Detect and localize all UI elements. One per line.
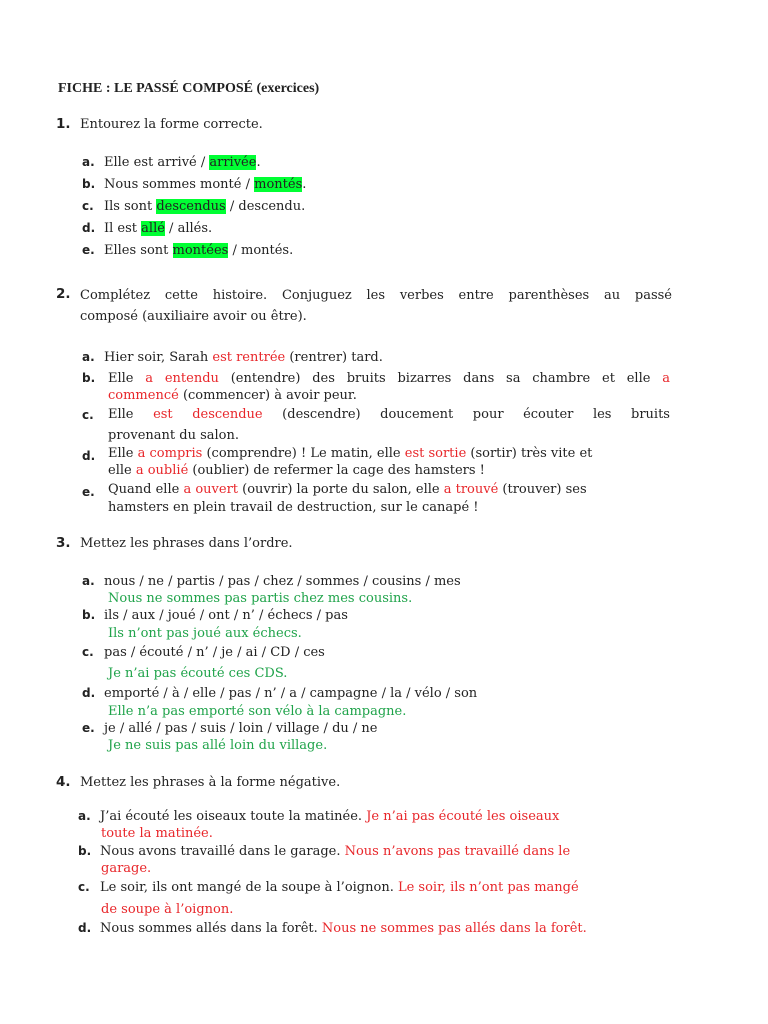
exercise-2-item-a [82,350,383,365]
highlighted-answer: descendus [156,199,226,214]
exercise-2-item-e-letter [82,485,104,500]
exercise-2-item-c-letter [82,408,104,423]
exercise-3-answer-e: Je ne suis pas allé loin du village. [108,738,328,753]
item-letter: b. [82,608,96,622]
item-text: Nous avons travaillé dans le garage. [100,844,345,859]
exercise-2-instruction [80,285,672,327]
item-text: (ouvrir) la porte du salon, elle [238,482,444,497]
exercise-3-item-e [82,721,377,736]
red-answer: est sortie [404,446,467,461]
exercise-1-item-b [82,177,306,192]
red-answer: a entendu [145,371,219,386]
item-letter: b. [78,844,92,858]
item-e-line-2: hamsters en plein travail de destruction, sur le canapé ! [108,500,479,515]
item-letter: b. [82,371,96,385]
item-letter: e. [82,485,95,499]
exercise-4-number: 4. [56,774,71,790]
red-answer: est rentrée [212,350,286,365]
red-answer: a trouvé [443,482,499,497]
exercise-1-number: 1. [56,116,71,132]
exercise-1-item-a [82,155,261,170]
red-answer: a oublié [135,463,189,478]
item-text: Elles sont [104,243,173,258]
item-text: (commencer) à avoir peur. [178,388,357,403]
exercise-2-item-d-letter [82,449,104,464]
exercise-2-item-b [108,368,670,406]
exercise-3-answer-c: Je n’ai pas écouté ces CDS. [108,666,288,681]
item-text-end: / descendu. [225,199,306,214]
item-text-end: / montés. [228,243,294,258]
exercise-3-instruction: Mettez les phrases dans l’ordre. [80,536,293,551]
item-text: (rentrer) tard. [285,350,383,365]
item-c-line-1 [108,404,670,425]
item-text: Quand elle [108,482,184,497]
item-text: (oublier) de refermer la cage des hamsters ! [188,463,485,478]
exercise-1-item-d [82,221,212,236]
exercise-4-item-a [78,809,559,824]
exercise-3-answer-d: Elle n’a pas emporté son vélo à la campagne. [108,704,407,719]
exercise-3-answer-b: Ils n’ont pas joué aux échecs. [108,626,302,641]
scrambled-words: je / allé / pas / suis / loin / village / du / ne [104,721,378,736]
item-d-line-2 [108,462,670,479]
item-letter: d. [82,686,96,700]
item-letter: c. [82,408,94,422]
item-text: Le soir, ils ont mangé de la soupe à l’oignon. [100,880,398,895]
item-text: Elle [108,446,138,461]
item-letter: a. [78,809,91,823]
item-letter: a. [82,574,95,588]
exercise-2-number-wrap [56,286,80,302]
exercise-4-item-c [78,880,579,895]
red-answer: Le soir, ils n’ont pas mangé [397,880,579,895]
item-text: (comprendre) ! Le matin, elle [202,446,405,461]
item-letter: a. [82,155,95,169]
item-letter: c. [82,645,94,659]
exercise-4-answer-a-cont: toute la matinée. [101,826,213,841]
exercise-2-item-c [108,404,670,446]
scrambled-words: nous / ne / partis / pas / chez / sommes / cousins / mes [104,574,461,589]
exercise-2-instruction-line-1: Complétez cette histoire. Conjuguez les verbes entre parenthèses au passé [80,288,672,303]
item-text: Hier soir, Sarah [104,350,213,365]
item-text: Elle [108,371,146,386]
red-answer: Je n’ai pas écouté les oiseaux [366,809,560,824]
item-text: Nous sommes allés dans la forêt. [100,921,322,936]
red-answer: a compris [137,446,203,461]
page-title: FICHE : LE PASSÉ COMPOSÉ (exercices) [58,81,320,96]
exercise-4-heading [56,774,340,790]
item-text: Ils sont [104,199,157,214]
item-c-line-2: provenant du salon. [108,428,239,443]
scrambled-words: pas / écouté / n’ / je / ai / CD / ces [104,645,325,660]
highlighted-answer: allé [141,221,165,236]
item-text: (sortir) très vite et [466,446,593,461]
exercise-3-item-a [82,574,461,589]
exercise-1-instruction: Entourez la forme correcte. [80,117,263,132]
exercise-1-item-c [82,199,305,214]
highlighted-answer: montées [172,243,229,258]
exercise-4-item-d [78,921,587,936]
exercise-3-item-d [82,686,477,701]
exercise-4-answer-c-cont: de soupe à l’oignon. [101,902,234,917]
highlighted-answer: montés [254,177,303,192]
item-text-end: / allés. [164,221,213,236]
exercise-4-answer-b-cont: garage. [101,861,152,876]
item-letter: b. [82,177,96,191]
item-text: J’ai écouté les oiseaux toute la matinée. [100,809,367,824]
scrambled-words: emporté / à / elle / pas / n’ / a / campagne / la / vélo / son [104,686,478,701]
exercise-1-item-e [82,243,293,258]
exercise-2-instruction-line-2: composé (auxiliaire avoir ou être). [80,309,307,324]
exercise-3-item-b [82,608,348,623]
item-letter: d. [82,449,96,463]
item-text: Elle [108,407,154,422]
exercise-3-answer-a: Nous ne sommes pas partis chez mes cousins. [108,591,413,606]
item-letter: d. [78,921,92,935]
item-text-end: . [302,177,307,192]
exercise-4-instruction: Mettez les phrases à la forme négative. [80,775,341,790]
item-letter: a. [82,350,95,364]
red-answer: Nous n’avons pas travaillé dans le [344,844,571,859]
red-answer: a [662,371,670,386]
red-answer: a ouvert [183,482,239,497]
exercise-2-number: 2. [56,286,71,302]
item-text: Nous sommes monté / [104,177,255,192]
item-e-line-1 [108,481,670,499]
item-letter: c. [82,199,94,213]
item-letter: c. [78,880,90,894]
exercise-2-item-b-letter [82,371,104,386]
red-answer: commencé [108,388,179,403]
item-text-end: . [256,155,261,170]
item-text: elle [108,463,136,478]
exercise-3-heading [56,535,293,551]
item-text: Il est [104,221,142,236]
item-text: (trouver) ses [498,482,587,497]
item-letter: e. [82,243,95,257]
item-text: Elle est arrivé / [104,155,210,170]
exercise-2-item-d [108,445,670,479]
exercise-3-item-c [82,645,325,660]
exercise-2-item-e [108,481,670,517]
exercise-3-number: 3. [56,535,71,551]
red-answer: est descendue [153,407,263,422]
item-letter: e. [82,721,95,735]
item-letter: d. [82,221,96,235]
item-text: (entendre) des bruits bizarres dans sa chambre et elle [218,371,663,386]
item-text: (descendre) doucement pour écouter les bruits [262,407,670,422]
scrambled-words: ils / aux / joué / ont / n’ / échecs / pas [104,608,348,623]
exercise-4-item-b [78,844,570,859]
highlighted-answer: arrivée [209,155,257,170]
item-d-line-1 [108,445,670,462]
exercise-1-heading [56,116,263,132]
red-answer: Nous ne sommes pas allés dans la forêt. [321,921,587,936]
